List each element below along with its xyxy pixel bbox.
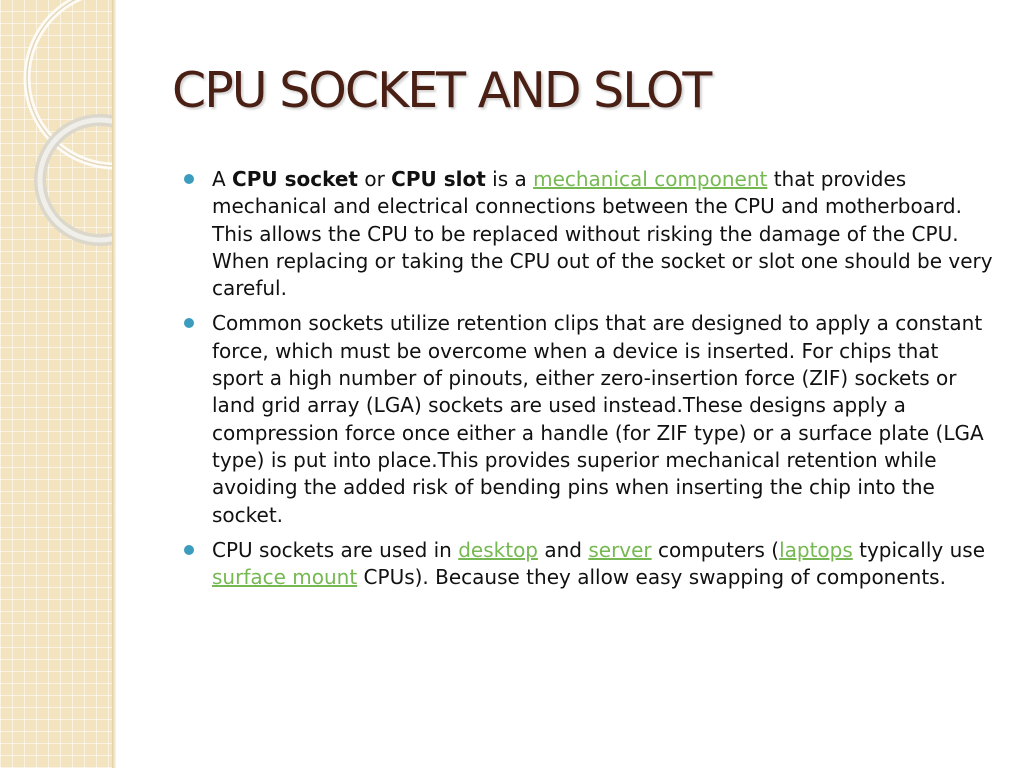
bullet-1-text-a: A (212, 167, 233, 191)
bullet-list (184, 166, 996, 599)
bullet-item-2 (184, 310, 996, 528)
bullet-3-text-b: and (538, 537, 589, 562)
bullet-1-text-c: or (357, 167, 392, 191)
bullet-item-1 (184, 166, 996, 302)
link-mechanical-component[interactable]: mechanical component (533, 167, 768, 191)
link-surface-mount[interactable]: surface mount (212, 565, 358, 590)
bullet-1-text-e: that provides mechanical and electrical connections between the CPU and motherboard. This allows the CPU to be replaced without risking the damage of the CPU. When replacing or taking the CPU out of the socket or slot one should be very careful. (212, 167, 993, 301)
link-laptops[interactable]: laptops (779, 537, 853, 562)
decorative-circles (0, 0, 112, 768)
bullet-dot-icon (184, 545, 194, 555)
bullet-2-text: Common sockets utilize retention clips that are designed to apply a constant force, which must be overcome when a device is inserted. For chips that sport a high number of pinouts, either zero-insertion force (ZIF) sockets or land grid array (LGA) sockets are used instead.These designs apply a compression force once either a handle (for ZIF type) or a surface plate (LGA type) is put into place.This provides superior mechanical retention while avoiding the added risk of bending pins when inserting the chip into the socket. (212, 311, 984, 527)
bullet-3-text-c: computers ( (651, 537, 780, 562)
bullet-1-bold-cpu-slot: CPU slot (391, 167, 486, 191)
bullet-3-text-e: CPUs). Because they allow easy swapping of components. (357, 565, 946, 590)
link-server[interactable]: server (588, 537, 652, 562)
side-band-edge (112, 0, 116, 768)
decorative-side-band (0, 0, 112, 768)
decor-circle-large (27, 0, 112, 166)
bullet-1-text-d: is a (485, 167, 534, 191)
bullet-dot-icon (184, 318, 194, 328)
slide-title: CPU SOCKET AND SLOT (172, 62, 711, 119)
bullet-item-3 (184, 537, 996, 592)
decor-circle-large-outline (27, 0, 112, 166)
bullet-3-text-a: CPU sockets are used in (212, 537, 459, 562)
link-desktop[interactable]: desktop (458, 537, 538, 562)
bullet-3-text-d: typically use (852, 537, 986, 562)
bullet-1-bold-cpu-socket: CPU socket (232, 167, 358, 191)
bullet-dot-icon (184, 174, 194, 184)
decor-circle-small (40, 120, 112, 240)
